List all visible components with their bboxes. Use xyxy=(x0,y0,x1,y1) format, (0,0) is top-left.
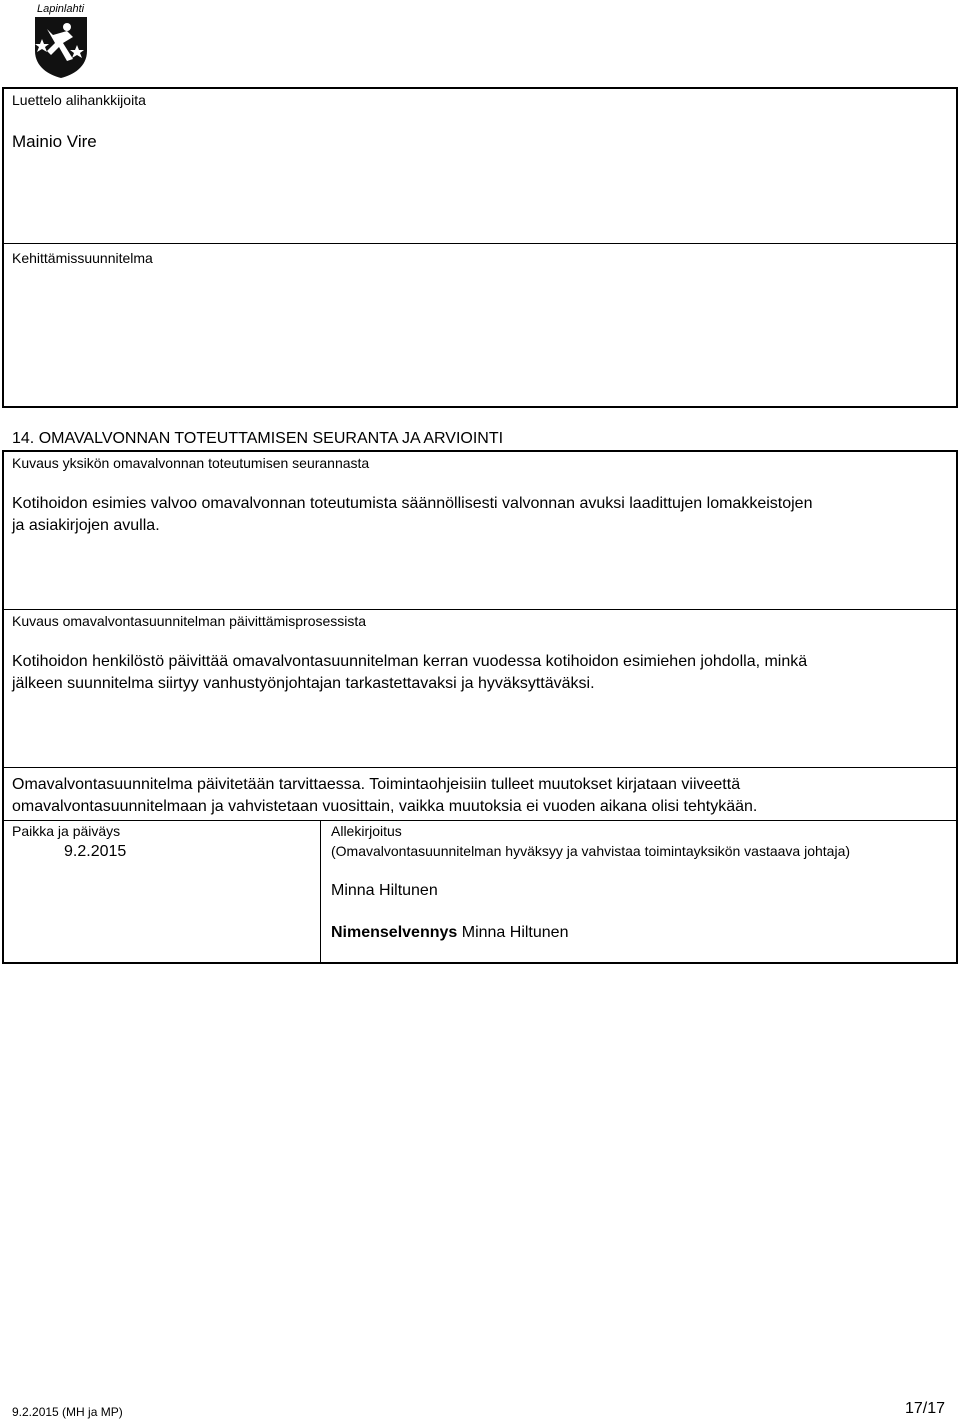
coat-of-arms-icon xyxy=(33,15,89,79)
page-number: 17/17 xyxy=(905,1400,946,1417)
development-plan-label: Kehittämissuunnitelma xyxy=(12,250,153,266)
monitoring-line-2: ja asiakirjojen avulla. xyxy=(12,517,160,534)
clarification-name: Minna Hiltunen xyxy=(461,924,569,941)
monitoring-text xyxy=(12,493,812,537)
subcontractors-label: Luettelo alihankkijoita xyxy=(12,92,146,108)
signature-note: (Omavalvontasuunnitelman hyväksyy ja vahvistaa toimintayksikön vastaava johtaja) xyxy=(331,843,851,859)
municipality-logo xyxy=(28,0,94,82)
subcontractors-value: Mainio Vire xyxy=(12,132,97,151)
place-date-label: Paikka ja päiväys xyxy=(12,823,121,839)
note-line-1: Omavalvontasuunnitelma päivitetään tarvittaessa. Toimintaohjeisiin tulleet muutokset kirjataan viiveettä xyxy=(12,776,741,793)
update-process-label: Kuvaus omavalvontasuunnitelman päivittämisprosessista xyxy=(12,613,367,629)
divider xyxy=(3,820,957,821)
divider xyxy=(3,243,957,244)
date-value: 9.2.2015 xyxy=(64,843,127,860)
note-line-2: omavalvontasuunnitelmaan ja vahvistetaan vuosittain, vaikka muutoksia ei vuoden aikana olisi tehtykään. xyxy=(12,798,758,815)
subcontractors-box xyxy=(2,87,958,408)
column-divider xyxy=(320,820,321,962)
divider xyxy=(3,767,957,768)
divider xyxy=(3,609,957,610)
section-heading: 14. OMAVALVONNAN TOTEUTTAMISEN SEURANTA JA ARVIOINTI xyxy=(12,430,504,447)
signature-label: Allekirjoitus xyxy=(331,823,402,839)
update-note-text xyxy=(12,774,757,818)
signer-name: Minna Hiltunen xyxy=(331,882,438,899)
monitoring-line-1: Kotihoidon esimies valvoo omavalvonnan toteutumista säännöllisesti valvonnan avuksi laadittujen lomakkeistojen xyxy=(12,495,813,512)
update-process-text xyxy=(12,651,807,695)
clarification-label: Nimenselvennys xyxy=(331,924,458,941)
name-clarification xyxy=(331,924,568,942)
monitoring-label: Kuvaus yksikön omavalvonnan toteutumisen seurannasta xyxy=(12,455,370,471)
footer-date: 9.2.2015 (MH ja MP) xyxy=(12,1405,123,1419)
update-line-2: jälkeen suunnitelma siirtyy vanhustyönjohtajan tarkastettavaksi ja hyväksyttäväksi. xyxy=(12,675,595,692)
logo-text: Lapinlahti xyxy=(37,3,85,15)
update-line-1: Kotihoidon henkilöstö päivittää omavalvontasuunnitelman kerran vuodessa kotihoidon esimiehen johdolla, minkä xyxy=(12,653,808,670)
